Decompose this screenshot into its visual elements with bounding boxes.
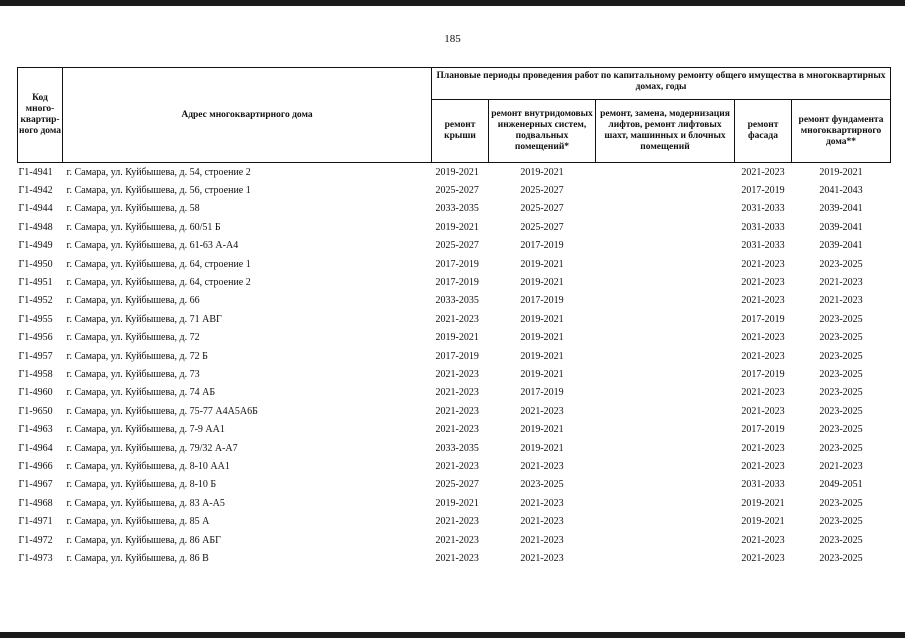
- bottom-scan-border: [0, 632, 905, 638]
- cell-foundation: 2039-2041: [819, 240, 863, 252]
- cell-roof: 2025-2027: [435, 185, 479, 197]
- cell-lifts: [596, 292, 735, 310]
- cell-lifts: [596, 347, 735, 365]
- cell-engineering: 2025-2027: [520, 185, 564, 197]
- cell-facade: 2017-2019: [741, 424, 785, 436]
- cell-address: г. Самара, ул. Куйбышева, д. 64, строение 1: [66, 258, 251, 270]
- cell-foundation: 2023-2025: [819, 332, 863, 344]
- cell-engineering: 2023-2025: [520, 479, 564, 491]
- cell-lifts: [596, 531, 735, 549]
- cell-roof: 2019-2021: [435, 221, 479, 233]
- cell-lifts: [596, 420, 735, 438]
- cell-roof: 2019-2021: [435, 166, 479, 178]
- cell-address: г. Самара, ул. Куйбышева, д. 85 А: [66, 516, 210, 528]
- cell-address: г. Самара, ул. Куйбышева, д. 86 В: [66, 552, 209, 564]
- cell-roof: 2021-2023: [435, 552, 479, 564]
- cell-code: Г1-4972: [18, 534, 53, 546]
- cell-roof: 2021-2023: [435, 460, 479, 472]
- cell-engineering: 2021-2023: [520, 497, 564, 509]
- cell-roof: 2021-2023: [435, 516, 479, 528]
- cell-lifts: [596, 329, 735, 347]
- cell-code: Г1-4973: [18, 552, 53, 564]
- cell-lifts: [596, 310, 735, 328]
- table-row: [18, 439, 891, 457]
- cell-engineering: 2017-2019: [520, 240, 564, 252]
- table-header: [18, 68, 891, 163]
- cell-address: г. Самара, ул. Куйбышева, д. 79/32 А-А7: [66, 442, 238, 454]
- cell-engineering: 2021-2023: [520, 460, 564, 472]
- cell-code: Г1-4963: [18, 424, 53, 436]
- cell-address: г. Самара, ул. Куйбышева, д. 56, строение 1: [66, 185, 251, 197]
- cell-lifts: [596, 218, 735, 236]
- cell-engineering: 2017-2019: [520, 295, 564, 307]
- cell-roof: 2019-2021: [435, 332, 479, 344]
- page-number: 185: [444, 33, 461, 45]
- cell-lifts: [596, 494, 735, 512]
- cell-roof: 2021-2023: [435, 313, 479, 325]
- table-row: [18, 329, 891, 347]
- cell-code: Г1-9650: [18, 405, 53, 417]
- cell-facade: 2021-2023: [741, 552, 785, 564]
- cell-facade: 2021-2023: [741, 258, 785, 270]
- cell-code: Г1-4941: [18, 166, 53, 178]
- table-row: [18, 402, 891, 420]
- header-roof: ремонт крыши: [432, 100, 489, 163]
- table-row: [18, 549, 891, 567]
- cell-foundation: 2039-2041: [819, 221, 863, 233]
- cell-lifts: [596, 237, 735, 255]
- cell-facade: 2017-2019: [741, 368, 785, 380]
- cell-roof: 2025-2027: [435, 240, 479, 252]
- table-row: [18, 255, 891, 273]
- cell-engineering: 2019-2021: [520, 277, 564, 289]
- cell-roof: 2021-2023: [435, 405, 479, 417]
- cell-address: г. Самара, ул. Куйбышева, д. 72 Б: [66, 350, 208, 362]
- cell-facade: 2019-2021: [741, 516, 785, 528]
- table-row: [18, 457, 891, 475]
- cell-facade: 2021-2023: [741, 295, 785, 307]
- cell-facade: 2021-2023: [741, 387, 785, 399]
- cell-code: Г1-4942: [18, 185, 53, 197]
- cell-lifts: [596, 402, 735, 420]
- cell-lifts: [596, 273, 735, 291]
- header-lifts: ремонт, замена, модернизация лифтов, ремонт лифтовых шахт, машинных и блочных помещений: [596, 100, 735, 163]
- cell-lifts: [596, 384, 735, 402]
- table-body: [18, 163, 891, 568]
- cell-code: Г1-4948: [18, 221, 53, 233]
- cell-code: Г1-4952: [18, 295, 53, 307]
- cell-facade: 2017-2019: [741, 185, 785, 197]
- cell-facade: 2021-2023: [741, 534, 785, 546]
- cell-foundation: 2023-2025: [819, 534, 863, 546]
- cell-address: г. Самара, ул. Куйбышева, д. 73: [66, 368, 200, 380]
- cell-facade: 2021-2023: [741, 332, 785, 344]
- cell-code: Г1-4971: [18, 516, 53, 528]
- cell-foundation: 2023-2025: [819, 387, 863, 399]
- cell-engineering: 2019-2021: [520, 368, 564, 380]
- cell-foundation: 2019-2021: [819, 166, 863, 178]
- cell-engineering: 2021-2023: [520, 405, 564, 417]
- cell-roof: 2021-2023: [435, 387, 479, 399]
- cell-engineering: 2025-2027: [520, 203, 564, 215]
- cell-engineering: 2021-2023: [520, 534, 564, 546]
- table-row: [18, 218, 891, 236]
- cell-engineering: 2025-2027: [520, 221, 564, 233]
- table-row: [18, 292, 891, 310]
- cell-address: г. Самара, ул. Куйбышева, д. 71 АВГ: [66, 313, 222, 325]
- cell-code: Г1-4967: [18, 479, 53, 491]
- cell-foundation: 2021-2023: [819, 295, 863, 307]
- table-row: [18, 347, 891, 365]
- table-row: [18, 273, 891, 291]
- cell-code: Г1-4944: [18, 203, 53, 215]
- cell-lifts: [596, 163, 735, 182]
- cell-address: г. Самара, ул. Куйбышева, д. 83 А-А5: [66, 497, 225, 509]
- cell-engineering: 2019-2021: [520, 442, 564, 454]
- header-facade: ремонт фасада: [735, 100, 792, 163]
- cell-code: Г1-4958: [18, 368, 53, 380]
- cell-roof: 2033-2035: [435, 442, 479, 454]
- cell-foundation: 2021-2023: [819, 460, 863, 472]
- cell-roof: 2017-2019: [435, 258, 479, 270]
- cell-lifts: [596, 255, 735, 273]
- table-row: [18, 512, 891, 530]
- cell-facade: 2019-2021: [741, 497, 785, 509]
- cell-roof: 2021-2023: [435, 424, 479, 436]
- cell-address: г. Самара, ул. Куйбышева, д. 60/51 Б: [66, 221, 221, 233]
- cell-roof: 2019-2021: [435, 497, 479, 509]
- table-row: [18, 531, 891, 549]
- cell-facade: 2031-2033: [741, 203, 785, 215]
- cell-facade: 2021-2023: [741, 166, 785, 178]
- cell-address: г. Самара, ул. Куйбышева, д. 86 АБГ: [66, 534, 221, 546]
- table-row: [18, 163, 891, 182]
- cell-code: Г1-4955: [18, 313, 53, 325]
- cell-address: г. Самара, ул. Куйбышева, д. 7-9 АА1: [66, 424, 225, 436]
- cell-facade: 2031-2033: [741, 221, 785, 233]
- repair-schedule-table: [17, 67, 891, 568]
- cell-code: Г1-4956: [18, 332, 53, 344]
- table-row: [18, 384, 891, 402]
- cell-facade: 2031-2033: [741, 240, 785, 252]
- cell-foundation: 2023-2025: [819, 552, 863, 564]
- cell-code: Г1-4957: [18, 350, 53, 362]
- cell-roof: 2017-2019: [435, 277, 479, 289]
- cell-foundation: 2049-2051: [819, 479, 863, 491]
- cell-code: Г1-4951: [18, 277, 53, 289]
- table-row: [18, 365, 891, 383]
- cell-roof: 2033-2035: [435, 203, 479, 215]
- cell-foundation: 2023-2025: [819, 442, 863, 454]
- cell-address: г. Самара, ул. Куйбышева, д. 54, строение 2: [66, 166, 251, 178]
- cell-code: Г1-4966: [18, 460, 53, 472]
- cell-foundation: 2023-2025: [819, 405, 863, 417]
- cell-foundation: 2023-2025: [819, 350, 863, 362]
- cell-engineering: 2017-2019: [520, 387, 564, 399]
- cell-code: Г1-4950: [18, 258, 53, 270]
- cell-facade: 2021-2023: [741, 460, 785, 472]
- cell-roof: 2021-2023: [435, 534, 479, 546]
- cell-address: г. Самара, ул. Куйбышева, д. 66: [66, 295, 200, 307]
- cell-facade: 2031-2033: [741, 479, 785, 491]
- cell-roof: 2033-2035: [435, 295, 479, 307]
- table-row: [18, 310, 891, 328]
- header-planned-periods: Плановые периоды проведения работ по капитальному ремонту общего имущества в многоквартирных домах, годы: [432, 68, 891, 100]
- cell-address: г. Самара, ул. Куйбышева, д. 75-77 А4А5А6Б: [66, 405, 258, 417]
- cell-foundation: 2041-2043: [819, 185, 863, 197]
- header-address: Адрес многоквартирного дома: [63, 68, 432, 163]
- cell-roof: 2025-2027: [435, 479, 479, 491]
- cell-address: г. Самара, ул. Куйбышева, д. 72: [66, 332, 200, 344]
- cell-lifts: [596, 439, 735, 457]
- header-foundation: ремонт фундамента многоквартирного дома**: [792, 100, 891, 163]
- cell-code: Г1-4964: [18, 442, 53, 454]
- cell-lifts: [596, 512, 735, 530]
- cell-code: Г1-4949: [18, 240, 53, 252]
- cell-lifts: [596, 365, 735, 383]
- cell-lifts: [596, 181, 735, 199]
- cell-engineering: 2019-2021: [520, 258, 564, 270]
- cell-address: г. Самара, ул. Куйбышева, д. 8-10 Б: [66, 479, 217, 491]
- cell-address: г. Самара, ул. Куйбышева, д. 8-10 АА1: [66, 460, 230, 472]
- table-row: [18, 476, 891, 494]
- header-code: Код много-квартир-ного дома: [18, 68, 63, 163]
- cell-engineering: 2019-2021: [520, 350, 564, 362]
- cell-code: Г1-4960: [18, 387, 53, 399]
- table-row: [18, 200, 891, 218]
- cell-foundation: 2023-2025: [819, 368, 863, 380]
- cell-address: г. Самара, ул. Куйбышева, д. 61-63 А-А4: [66, 240, 239, 252]
- cell-roof: 2021-2023: [435, 368, 479, 380]
- cell-facade: 2021-2023: [741, 442, 785, 454]
- cell-address: г. Самара, ул. Куйбышева, д. 74 АБ: [66, 387, 216, 399]
- cell-roof: 2017-2019: [435, 350, 479, 362]
- cell-foundation: 2023-2025: [819, 516, 863, 528]
- cell-engineering: 2021-2023: [520, 552, 564, 564]
- header-engineering: ремонт внутридомовых инженерных систем, подвальных помещений*: [489, 100, 596, 163]
- cell-foundation: 2021-2023: [819, 277, 863, 289]
- top-scan-border: [0, 0, 905, 6]
- cell-lifts: [596, 476, 735, 494]
- cell-foundation: 2023-2025: [819, 313, 863, 325]
- cell-facade: 2021-2023: [741, 405, 785, 417]
- cell-engineering: 2019-2021: [520, 424, 564, 436]
- cell-foundation: 2039-2041: [819, 203, 863, 215]
- table-row: [18, 494, 891, 512]
- cell-engineering: 2021-2023: [520, 516, 564, 528]
- cell-address: г. Самара, ул. Куйбышева, д. 64, строение 2: [66, 277, 251, 289]
- cell-facade: 2021-2023: [741, 350, 785, 362]
- cell-foundation: 2023-2025: [819, 424, 863, 436]
- cell-engineering: 2019-2021: [520, 313, 564, 325]
- table-row: [18, 181, 891, 199]
- cell-foundation: 2023-2025: [819, 258, 863, 270]
- cell-facade: 2017-2019: [741, 313, 785, 325]
- table-row: [18, 237, 891, 255]
- table-row: [18, 420, 891, 438]
- cell-lifts: [596, 200, 735, 218]
- cell-engineering: 2019-2021: [520, 332, 564, 344]
- cell-engineering: 2019-2021: [520, 166, 564, 178]
- cell-facade: 2021-2023: [741, 277, 785, 289]
- cell-foundation: 2023-2025: [819, 497, 863, 509]
- cell-lifts: [596, 457, 735, 475]
- cell-code: Г1-4968: [18, 497, 53, 509]
- cell-address: г. Самара, ул. Куйбышева, д. 58: [66, 203, 200, 215]
- cell-lifts: [596, 549, 735, 567]
